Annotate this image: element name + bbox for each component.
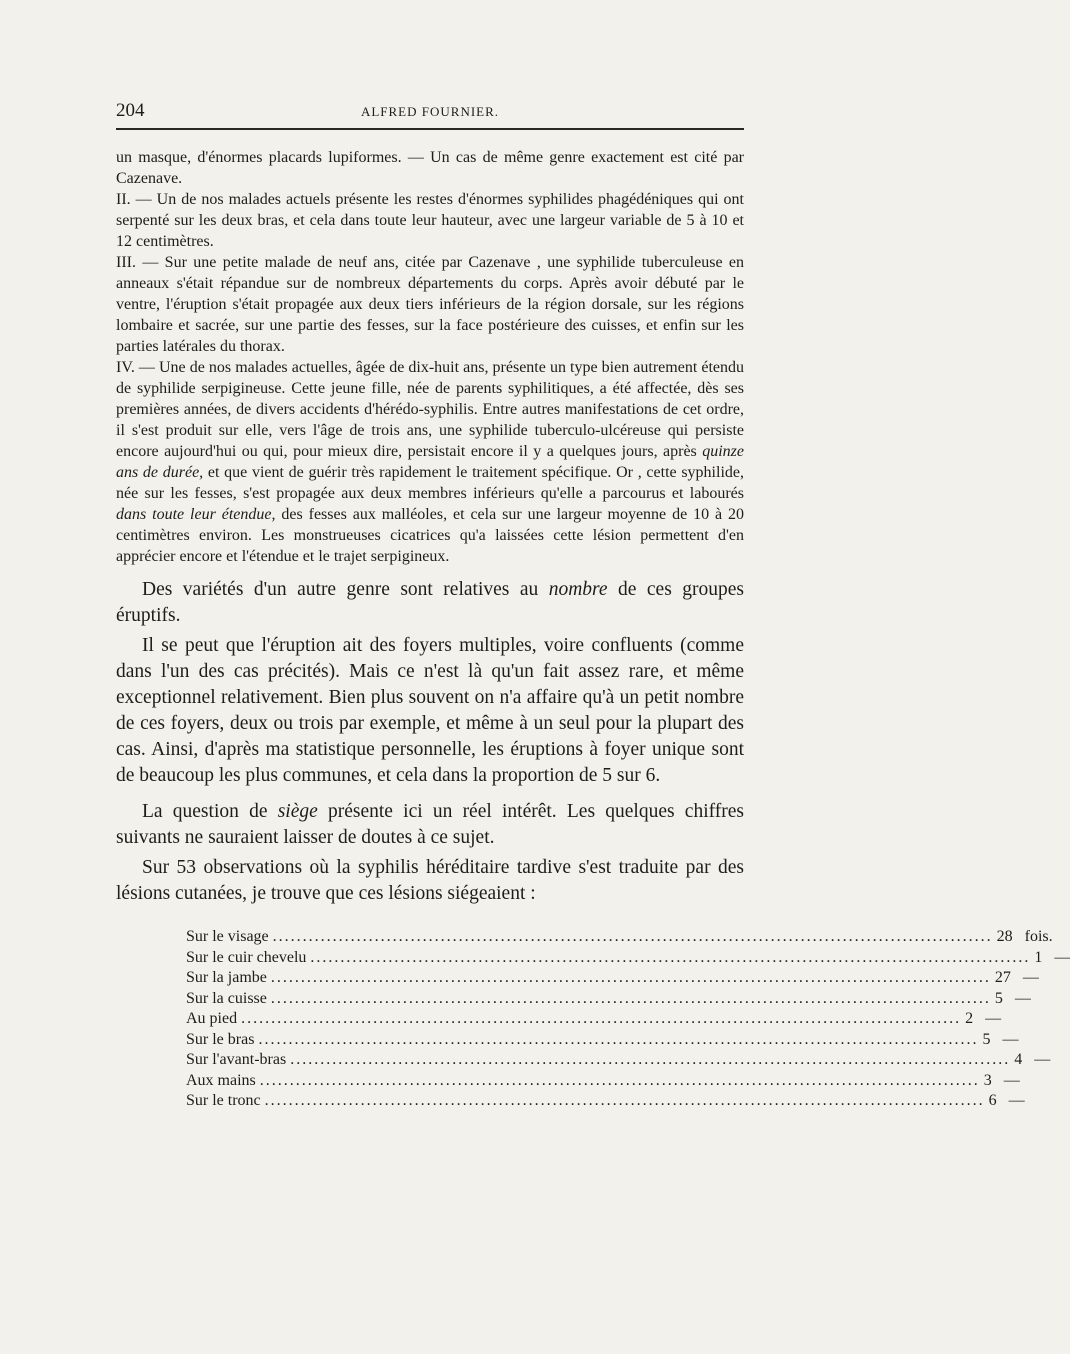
main-text (116, 577, 744, 907)
tally-unit: — (1003, 1071, 1020, 1089)
dot-leader: ........................................................................................................................ (258, 1030, 979, 1048)
tally-unit: — (1054, 948, 1070, 966)
tally-location: Au pied (186, 1010, 238, 1027)
case-ii: II. — Un de nos malades actuels présente les restes d'énormes syphilides phagédéniques qui ont serpenté sur les deux bras, et cela dans toute leur hauteur, avec une largeur variable de 5 à 10 et 12 centimètres. (116, 191, 744, 250)
tally-row (186, 1050, 1051, 1071)
tally-row (186, 1009, 1002, 1030)
paragraph-varietes: Des variétés d'un autre genre sont relatives au nombre de ces groupes éruptifs. (116, 579, 744, 626)
tally-row (186, 1030, 1019, 1051)
tally-unit: — (1034, 1051, 1051, 1068)
tally-row (186, 989, 1031, 1010)
tally-location: Sur le cuir chevelu (186, 948, 307, 966)
case-iv: IV. — Une de nos malades actuelles, âgée de dix-huit ans, présente un type bien autrement étendu de syphilide serpigineuse. Cette jeune fille, née de parents syphilitiques, a été affectée, dès ses premières années, de divers accidents d'hérédo-syphilis. Entre autres manifestations de cet ordre, il s'est produit sur elle, vers l'âge de trois ans, une syphilide tuberculo-ulcéreuse qui persiste encore aujourd'hui ou qui, pour mieux dire, persistait encore il y a quelques jours, après quinze ans de durée, et que vient de guérir très rapidement le traitement spécifique. Or , cette syphilide, née sur les fesses, s'est propagée aux deux membres inférieurs qu'elle a parcourus et labourés dans toute leur étendue, des fesses aux malléoles, et cela sur une largeur moyenne de 10 à 20 centimètres environ. Les monstrueuses cicatrices qu'a laissées cette lésion permettent d'en apprécier encore et l'étendue et le trajet serpigineux. (116, 359, 744, 565)
dot-leader: ........................................................................................................................ (241, 1010, 962, 1027)
paragraph-siege: La question de siège présente ici un réel intérêt. Les quelques chiffres suivants ne sauraient laisser de doutes à ce sujet. (116, 801, 744, 848)
case-iii: III. — Sur une petite malade de neuf ans, citée par Cazenave , une syphilide tuberculeuse en anneaux s'était répandue sur de nombreux départements du corps. Après avoir débuté par le ventre, l'éruption s'était propagée aux deux tiers inférieurs de la région dorsale, sur les régions lombaire et sacrée, sur une partie des fesses, sur la face postérieure des cuisses, et enfin sur les parties latérales du thorax. (116, 254, 744, 355)
tally-unit: — (1008, 1092, 1025, 1109)
tally-count: 27 (994, 969, 1011, 986)
dot-leader: ........................................................................................................................ (264, 1092, 985, 1109)
tally-count: 2 (965, 1010, 974, 1027)
dot-leader: ........................................................................................................................ (270, 989, 991, 1007)
header-rule (116, 128, 744, 130)
tally-count: 5 (994, 989, 1003, 1007)
case-i-end: un masque, d'énormes placards lupiformes. — Un cas de même genre exactement est cité par Cazenave. (116, 149, 744, 187)
location-tally (186, 927, 1070, 1112)
tally-row (186, 968, 1039, 989)
tally-count: 6 (988, 1092, 997, 1109)
tally-location: Sur l'avant-bras (186, 1051, 287, 1068)
tally-location: Sur le visage (186, 928, 269, 945)
tally-location: Sur le tronc (186, 1092, 261, 1109)
tally-count: 4 (1014, 1051, 1023, 1068)
tally-count: 1 (1034, 948, 1043, 966)
case-notes (116, 147, 744, 567)
book-page (116, 96, 1070, 1112)
dot-leader: ........................................................................................................................ (272, 928, 993, 945)
tally-location: Sur la cuisse (186, 989, 267, 1007)
tally-count: 5 (982, 1030, 991, 1048)
tally-unit: — (1002, 1030, 1019, 1048)
tally-unit: fois. (1024, 928, 1053, 945)
tally-location: Sur la jambe (186, 969, 267, 986)
running-title: ALFRED FOURNIER. (360, 104, 500, 119)
tally-row (186, 948, 1070, 969)
dot-leader: ........................................................................................................................ (310, 948, 1031, 966)
tally-row (186, 927, 1053, 948)
page-number: 204 (116, 100, 145, 121)
tally-count: 3 (983, 1071, 992, 1089)
tally-location: Sur le bras (186, 1030, 255, 1048)
tally-count: 28 (996, 928, 1013, 945)
dot-leader: ........................................................................................................................ (270, 969, 991, 986)
tally-location: Aux mains (186, 1071, 256, 1089)
tally-unit: — (1022, 969, 1039, 986)
tally-row (186, 1091, 1025, 1112)
tally-unit: — (1014, 989, 1031, 1007)
tally-row (186, 1071, 1020, 1092)
paragraph-foyers: Il se peut que l'éruption ait des foyers multiples, voire confluents (comme dans l'un des cas précités). Mais ce n'est là qu'un fait assez rare, et même exceptionnel relativement. Bien plus souvent on n'a affaire qu'à un petit nombre de ces foyers, deux ou trois par exemple, et même à un seul pour la plupart des cas. Ainsi, d'après ma statistique personnelle, les éruptions à foyer unique sont de beaucoup les plus communes, et cela dans la proportion de 5 sur 6. (116, 635, 744, 786)
dot-leader: ........................................................................................................................ (290, 1051, 1011, 1068)
page-header (116, 96, 744, 126)
tally-unit: — (985, 1010, 1002, 1027)
dot-leader: ........................................................................................................................ (259, 1071, 980, 1089)
paragraph-observations: Sur 53 observations où la syphilis héréditaire tardive s'est traduite par des lésions cutanées, je trouve que ces lésions siégeaient : (116, 857, 744, 904)
